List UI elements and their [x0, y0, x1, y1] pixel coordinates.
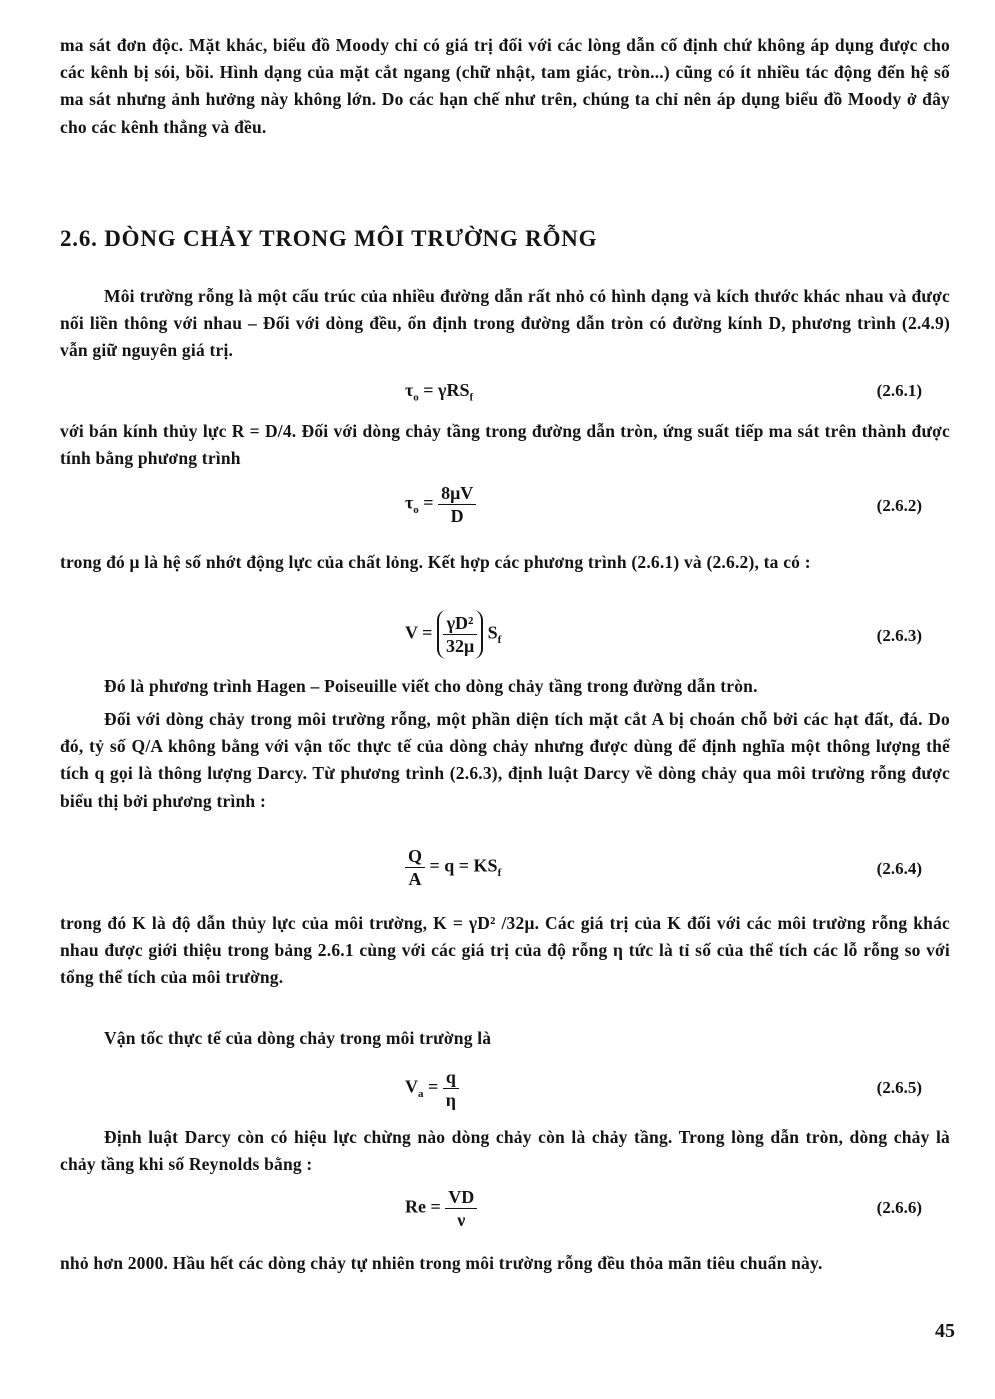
eq2-equals: =	[423, 492, 434, 513]
page-number: 45	[935, 1320, 955, 1342]
paragraph-reynolds-validity: Định luật Darcy còn có hiệu lực chừng nào dòng chảy còn là chảy tầng. Trong lòng dẫn tròn, dòng chảy là chảy tầng khi số Reynolds bằng :	[60, 1127, 950, 1175]
paragraph-porous-medium: Môi trường rỗng là một cấu trúc của nhiều đường dẫn rất nhỏ có hình dạng và kích thước khác nhau và được nối liền thông với nhau – Đối với dòng đều, ổn định trong đường dẫn tròn có đường kính D, phương trình (2.4.9) vẫn giữ nguyên giá trị.	[60, 286, 950, 361]
equation-2-6-5	[60, 1064, 950, 1116]
eq4-rhs: = q = KS	[429, 855, 498, 876]
equation-number: (2.6.3)	[876, 626, 922, 645]
eq2-denominator: D	[450, 506, 464, 526]
eq4-denominator: A	[408, 869, 422, 889]
eq3-denominator: 32μ	[445, 636, 475, 656]
eq5-denominator: η	[445, 1090, 456, 1110]
eq1-rhs: = γRS	[423, 380, 470, 400]
equation-number: (2.6.2)	[876, 496, 922, 515]
eq3-tail: S	[487, 622, 498, 643]
equation-number: (2.6.5)	[876, 1078, 922, 1097]
equation-number: (2.6.6)	[876, 1198, 922, 1217]
equation-number: (2.6.1)	[876, 381, 922, 400]
eq2-fraction	[438, 482, 476, 527]
eq5-numerator: q	[443, 1066, 459, 1089]
paragraph-viscosity: trong đó μ là hệ số nhớt động lực của chất lỏng. Kết hợp các phương trình (2.6.1) và (2.6.2), ta có :	[60, 552, 811, 572]
eq1-lhs: τ	[405, 380, 414, 400]
eq2-lhs-sub: o	[413, 504, 419, 517]
paragraph-hydraulic-radius: với bán kính thủy lực R = D/4. Đối với dòng chảy tầng trong đường dẫn tròn, ứng suất tiếp ma sát trên thành được tính bằng phương trình	[60, 421, 950, 469]
eq2-numerator: 8μV	[438, 482, 476, 505]
paragraph-moody-limits: ma sát đơn độc. Mặt khác, biểu đồ Moody chỉ có giá trị đối với các lòng dẫn cố định chứ không áp dụng được cho các kênh bị sói, bồi. Hình dạng của mặt cắt ngang (chữ nhật, tam giác, tròn...) cũng có ít nhiều tác động đến hệ số ma sát nhưng ảnh hưởng này không lớn. Do các hạn chế như trên, chúng ta chỉ nên áp dụng biểu đồ Moody ở đây cho các kênh thẳng và đều.	[60, 35, 950, 137]
eq3-tail-sub: f	[497, 634, 502, 647]
paragraph-conclusion: nhỏ hơn 2000. Hầu hết các dòng chảy tự nhiên trong môi trường rỗng đều thỏa mãn tiêu chuẩn này.	[60, 1253, 823, 1273]
eq6-denominator: ν	[457, 1210, 466, 1230]
eq3-parentheses	[437, 610, 483, 659]
eq6-fraction	[445, 1186, 477, 1231]
section-heading: 2.6. DÒNG CHẢY TRONG MÔI TRƯỜNG RỖNG	[60, 226, 598, 251]
eq5-equals: =	[428, 1076, 439, 1097]
eq6-lhs: Re =	[405, 1196, 441, 1217]
eq2-lhs: τ	[405, 492, 414, 513]
paragraph-actual-velocity: Vận tốc thực tế của dòng chảy trong môi trường là	[104, 1028, 492, 1048]
eq1-rhs-sub: f	[469, 391, 474, 404]
equation-2-6-4	[60, 843, 950, 895]
paragraph-hagen-poiseuille: Đó là phương trình Hagen – Poiseuille viết cho dòng chảy tầng trong đường dẫn tròn.	[104, 676, 758, 696]
eq6-numerator: VD	[445, 1186, 477, 1209]
equation-2-6-1	[60, 378, 950, 408]
eq5-fraction	[443, 1066, 459, 1111]
paragraph-hydraulic-conductivity: trong đó K là độ dẫn thủy lực của môi trường, K = γD² /32μ. Các giá trị của K đối với các môi trường rỗng khác nhau được giới thiệu trong bảng 2.6.1 cùng với các giá trị của độ rỗng η tức là tỉ số của thể tích các lỗ rỗng so với tổng thể tích của môi trường.	[60, 913, 950, 988]
eq4-fraction	[405, 845, 425, 890]
eq4-rhs-sub: f	[497, 867, 502, 880]
eq5-lhs-sub: a	[418, 1088, 424, 1101]
eq3-numerator: γD²	[443, 612, 477, 635]
equation-number: (2.6.4)	[876, 859, 922, 878]
equation-2-6-6	[60, 1184, 950, 1236]
equation-2-6-2	[60, 480, 950, 532]
eq5-lhs: V	[405, 1076, 418, 1097]
eq4-numerator: Q	[405, 845, 425, 868]
paragraph-darcy-flux: Đối với dòng chảy trong môi trường rỗng, một phần diện tích mặt cắt A bị choán chỗ bởi các hạt đất, đá. Do đó, tỷ số Q/A không bằng với vận tốc thực tế của dòng chảy nhưng được dùng để định nghĩa một thông lượng thể tích q gọi là thông lượng Darcy. Từ phương trình (2.6.3), định luật Darcy về dòng chảy qua môi trường rỗng được biểu thị bởi phương trình :	[60, 709, 950, 811]
equation-2-6-3	[60, 606, 950, 668]
eq3-fraction	[443, 612, 477, 657]
eq3-lhs: V =	[405, 622, 433, 643]
eq1-lhs-sub: o	[413, 391, 419, 404]
